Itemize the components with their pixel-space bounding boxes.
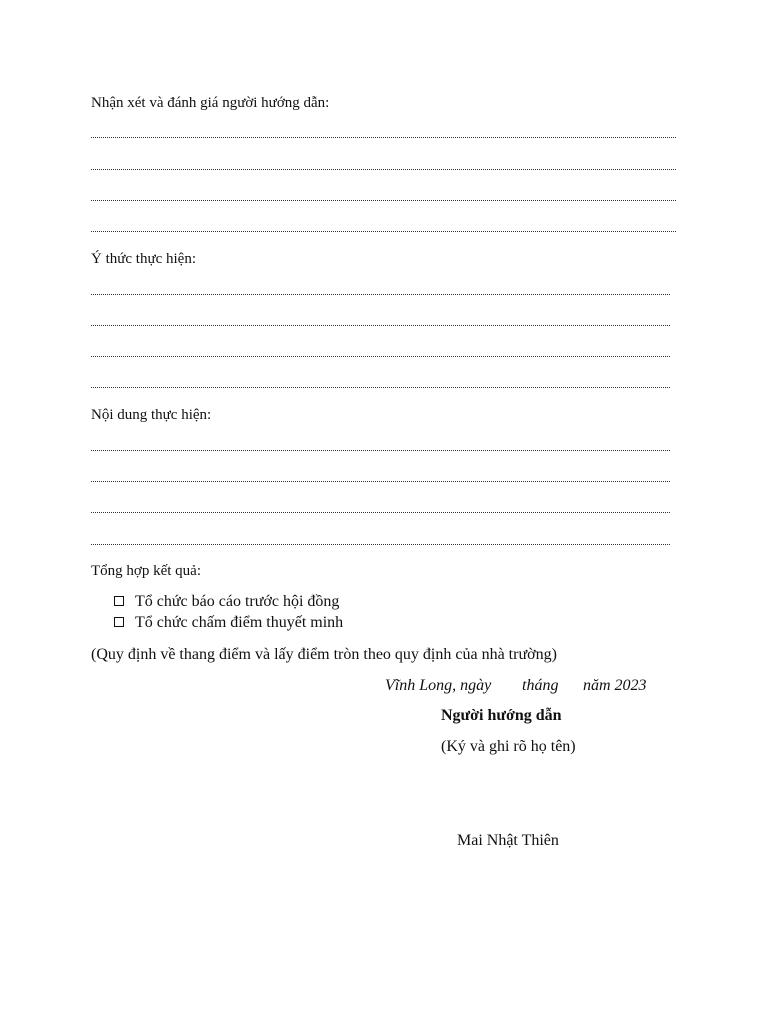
dotted-line (91, 169, 676, 170)
attitude-heading: Ý thức thực hiện: (91, 251, 196, 267)
dotted-line (91, 137, 676, 138)
dotted-line (91, 387, 670, 388)
signer-role: Người hướng dẫn (441, 707, 562, 724)
month-label: tháng (522, 677, 559, 694)
dotted-line (91, 544, 670, 545)
option-report-council: Tổ chức báo cáo trước hội đồng (135, 593, 340, 610)
grading-note: (Quy định về thang điểm và lấy điểm tròn theo quy định của nhà trường) (91, 646, 557, 663)
checkbox-grade-thesis[interactable] (114, 617, 124, 627)
dotted-line (91, 294, 670, 295)
place-date-prefix: Vĩnh Long, ngày (385, 677, 492, 694)
content-heading: Nội dung thực hiện: (91, 407, 212, 423)
option-grade-thesis: Tổ chức chấm điểm thuyết minh (135, 614, 344, 631)
dotted-line (91, 231, 676, 232)
dotted-line (91, 325, 670, 326)
dotted-line (91, 481, 670, 482)
dotted-line (91, 356, 670, 357)
summary-heading: Tổng hợp kết quả: (91, 563, 201, 579)
checkbox-report-council[interactable] (114, 596, 124, 606)
year-label: năm 2023 (583, 677, 647, 694)
dotted-line (91, 200, 676, 201)
dotted-line (91, 512, 670, 513)
evaluation-heading: Nhận xét và đánh giá người hướng dẫn: (91, 95, 330, 111)
signature-instruction: (Ký và ghi rõ họ tên) (441, 738, 576, 755)
dotted-line (91, 450, 670, 451)
signer-name: Mai Nhật Thiên (457, 832, 559, 849)
